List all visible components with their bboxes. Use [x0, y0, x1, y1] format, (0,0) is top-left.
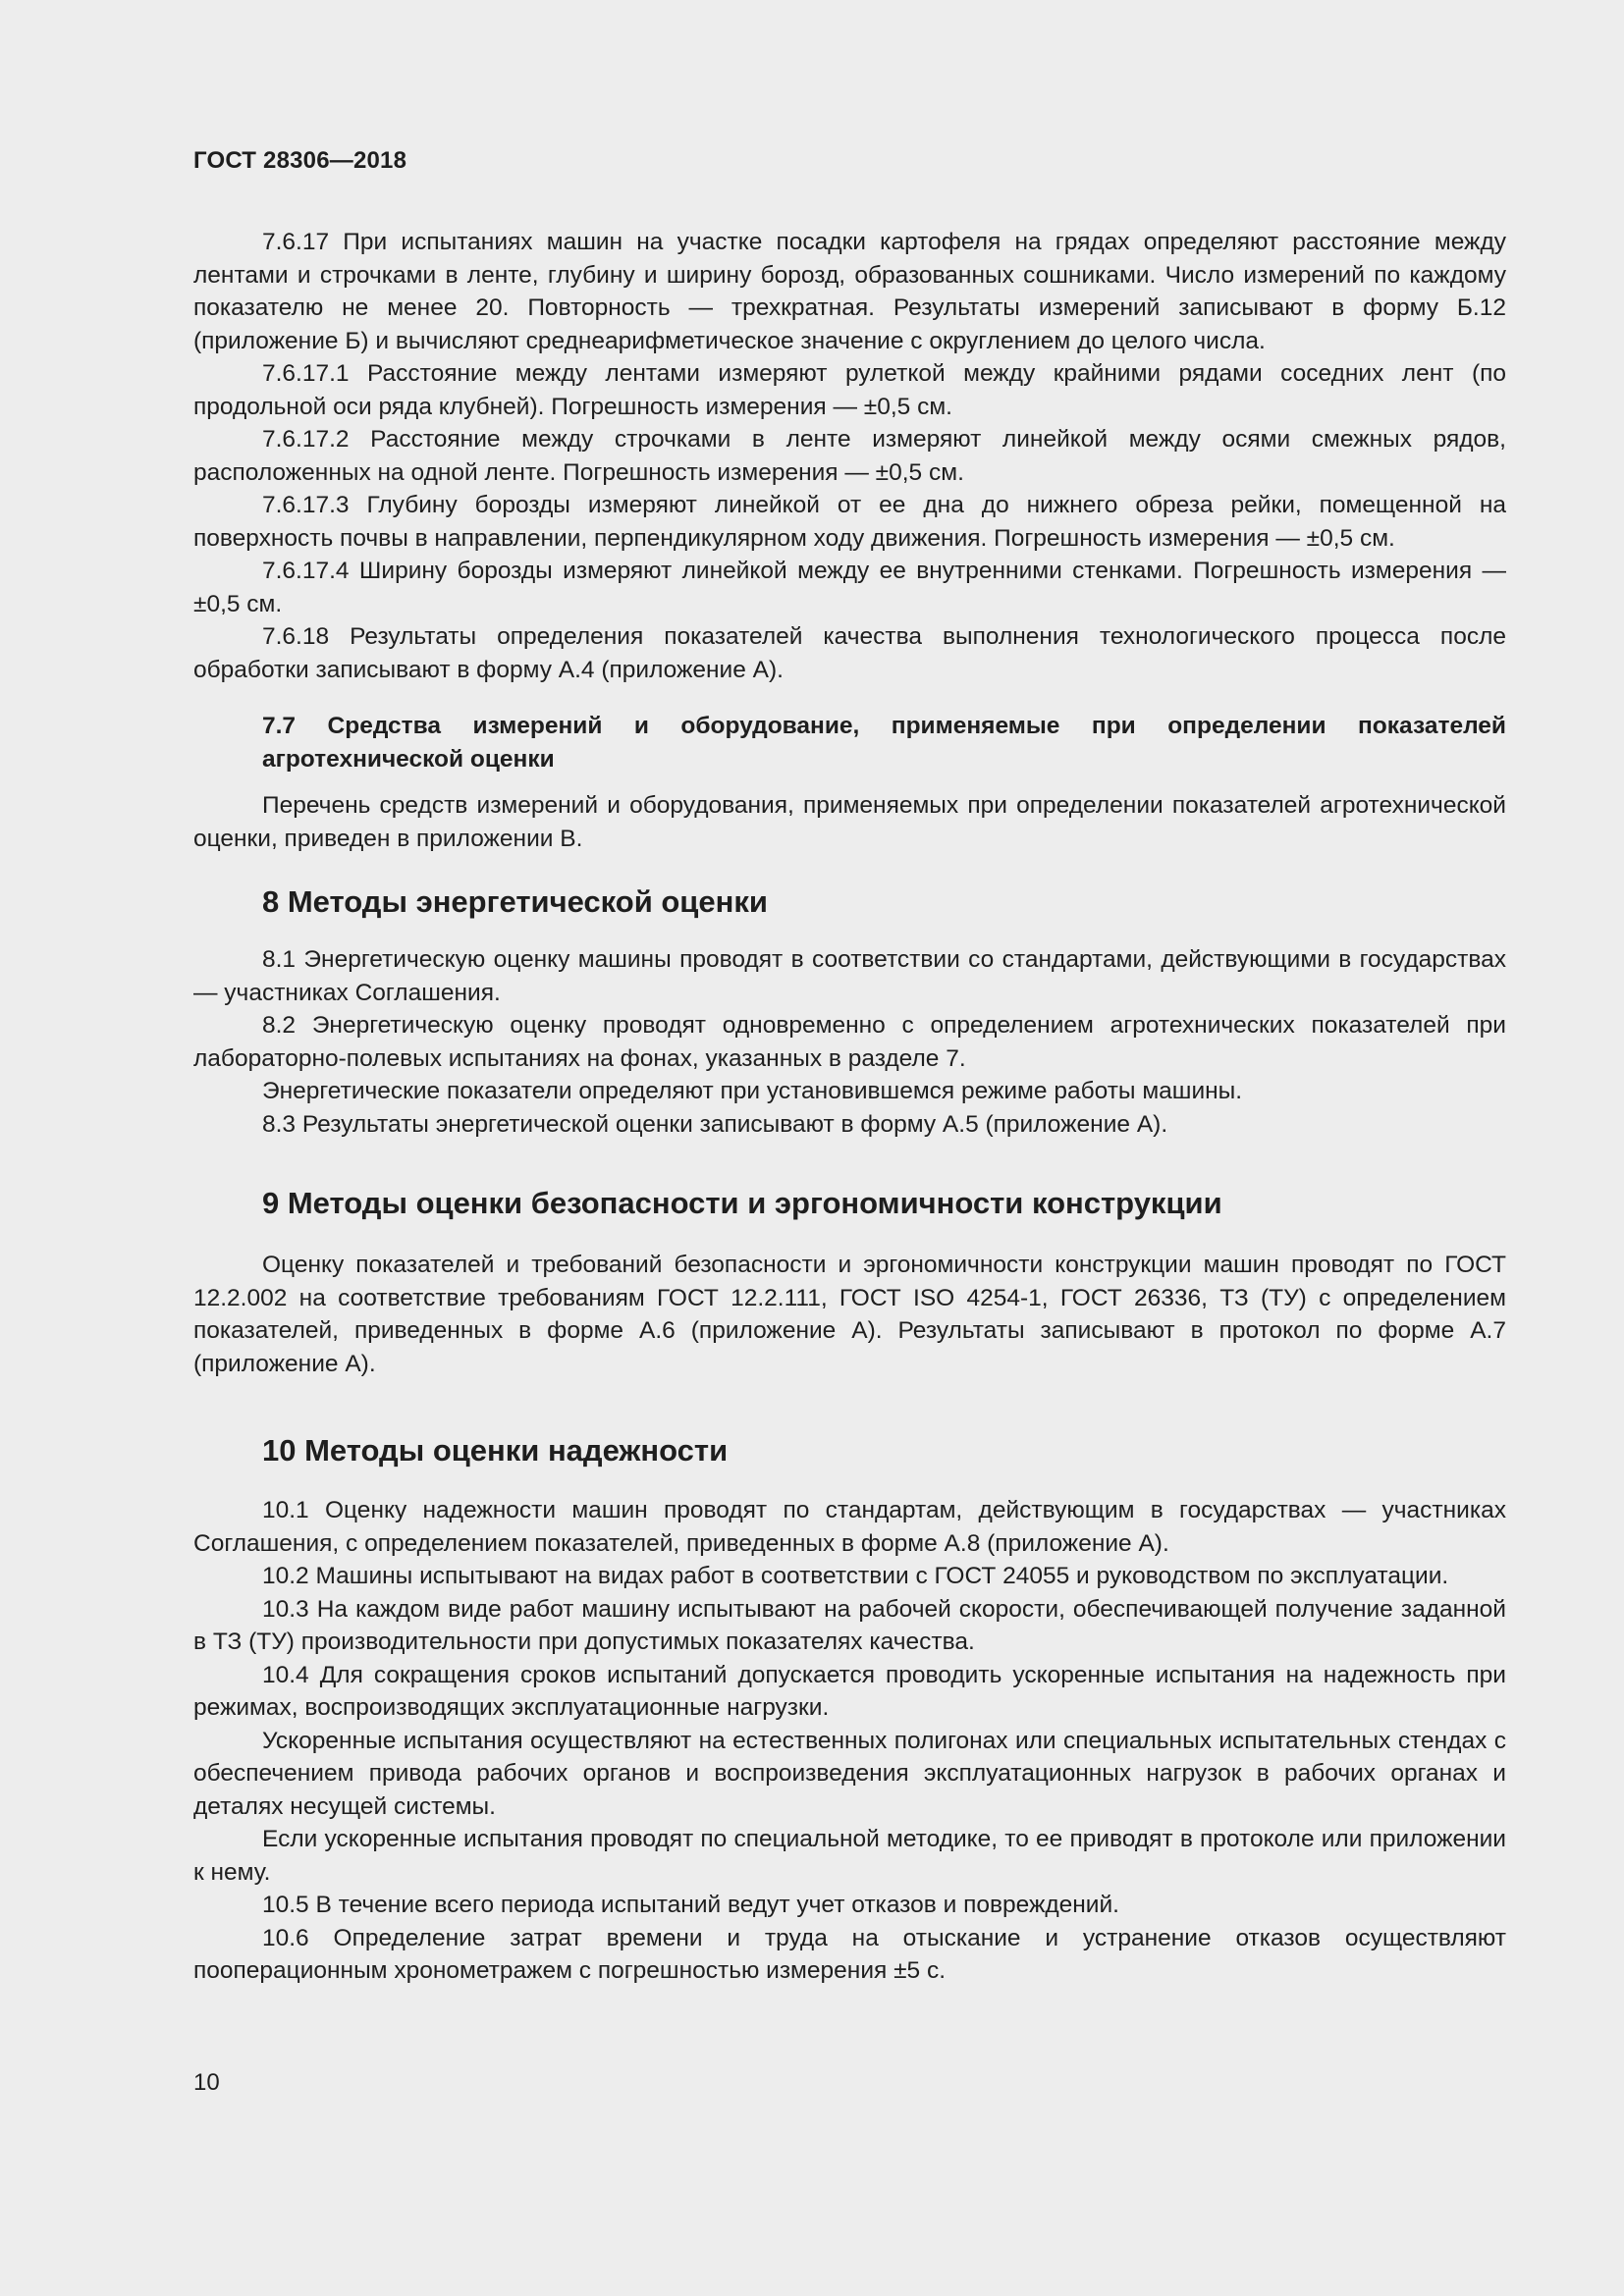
paragraph-10-4-continued: Ускоренные испытания осуществляют на естественных полигонах или специальных испытательных стендах с обеспечением привода рабочих органов и воспроизведения эксплуатационных нагрузок в рабочих органах и деталях несущей системы. — [193, 1727, 1506, 1820]
paragraph-8-1: 8.1 Энергетическую оценку машины проводят в соответствии со стандартами, действующими в государствах — участниках Соглашения. — [193, 946, 1506, 1006]
paragraph-10-3: 10.3 На каждом виде работ машину испытывают на рабочей скорости, обеспечивающей получение заданной в ТЗ (ТУ) производительности при допустимых показателях качества. — [193, 1595, 1506, 1655]
paragraph-9: Оценку показателей и требований безопасности и эргономичности конструкции машин проводят по ГОСТ 12.2.002 на соответствие требованиям ГОСТ 12.2.111, ГОСТ ISO 4254-1, ГОСТ 26336, ТЗ (ТУ) с определением показателей, приведенных в форме А.6 (приложение А). Результаты записывают в протокол по форме А.7 (приложение А). — [193, 1252, 1506, 1377]
paragraph-10-6: 10.6 Определение затрат времени и труда на отыскание и устранение отказов осуществляют пооперационным хронометражем с погрешностью измерения ±5 с. — [193, 1924, 1506, 1984]
paragraph-7-6-18: 7.6.18 Результаты определения показателей качества выполнения технологического процесса после обработки записывают в форму А.4 (приложение А). — [193, 623, 1506, 683]
paragraph-10-4-note: Если ускоренные испытания проводят по специальной методике, то ее приводят в протоколе или приложении к нему. — [193, 1826, 1506, 1886]
paragraph-8-2-continued: Энергетические показатели определяют при установившемся режиме работы машины. — [262, 1078, 1243, 1104]
section-heading-10: 10 Методы оценки надежности — [262, 1433, 729, 1468]
paragraph-10-2: 10.2 Машины испытывают на видах работ в соответствии с ГОСТ 24055 и руководством по эксплуатации. — [262, 1563, 1449, 1589]
document-body — [193, 226, 1506, 1988]
paragraph-7-6-17: 7.6.17 При испытаниях машин на участке посадки картофеля на грядах определяют расстояние между лентами и строчками в ленте, глубину и ширину борозд, образованных сошниками. Число измерений по каждому показателю не менее 20. Повторность — трехкратная. Результаты измерений записывают в форму Б.12 (приложение Б) и вычисляют среднеарифметическое значение с округлением до целого числа. — [193, 229, 1506, 354]
paragraph-10-1: 10.1 Оценку надежности машин проводят по стандартам, действующим в государствах — участниках Соглашения, с определением показателей, приведенных в форме А.8 (приложение А). — [193, 1497, 1506, 1557]
page-number: 10 — [193, 2069, 220, 2096]
document-header: ГОСТ 28306—2018 — [193, 147, 407, 174]
paragraph-7-6-17-3: 7.6.17.3 Глубину борозды измеряют линейкой от ее дна до нижнего обреза рейки, помещенной на поверхность почвы в направлении, перпендикулярном ходу движения. Погрешность измерения — ±0,5 см. — [193, 492, 1506, 552]
paragraph-7-7: Перечень средств измерений и оборудования, применяемых при определении показателей агротехнической оценки, приведен в приложении В. — [193, 792, 1506, 852]
section-heading-9: 9 Методы оценки безопасности и эргономичности конструкции — [262, 1186, 1222, 1220]
subsection-heading-7-7: 7.7 Средства измерений и оборудование, применяемые при определении показателей агротехнической оценки — [262, 713, 1506, 773]
paragraph-8-2: 8.2 Энергетическую оценку проводят одновременно с определением агротехнических показателей при лабораторно-полевых испытаниях на фонах, указанных в разделе 7. — [193, 1012, 1506, 1072]
paragraph-8-3: 8.3 Результаты энергетической оценки записывают в форму А.5 (приложение А). — [262, 1110, 1168, 1138]
section-heading-8: 8 Методы энергетической оценки — [262, 884, 768, 919]
paragraph-7-6-17-4: 7.6.17.4 Ширину борозды измеряют линейкой между ее внутренними стенками. Погрешность измерения — ±0,5 см. — [193, 558, 1506, 617]
paragraph-10-4: 10.4 Для сокращения сроков испытаний допускается проводить ускоренные испытания на надежность при режимах, воспроизводящих эксплуатационные нагрузки. — [193, 1661, 1506, 1721]
paragraph-7-6-17-1: 7.6.17.1 Расстояние между лентами измеряют рулеткой между крайними рядами соседних лент (по продольной оси ряда клубней). Погрешность измерения — ±0,5 см. — [193, 360, 1506, 420]
paragraph-7-6-17-2: 7.6.17.2 Расстояние между строчками в ленте измеряют линейкой между осями смежных рядов, расположенных на одной ленте. Погрешность измерения — ±0,5 см. — [193, 426, 1506, 486]
paragraph-10-5: 10.5 В течение всего периода испытаний ведут учет отказов и повреждений. — [262, 1892, 1119, 1918]
